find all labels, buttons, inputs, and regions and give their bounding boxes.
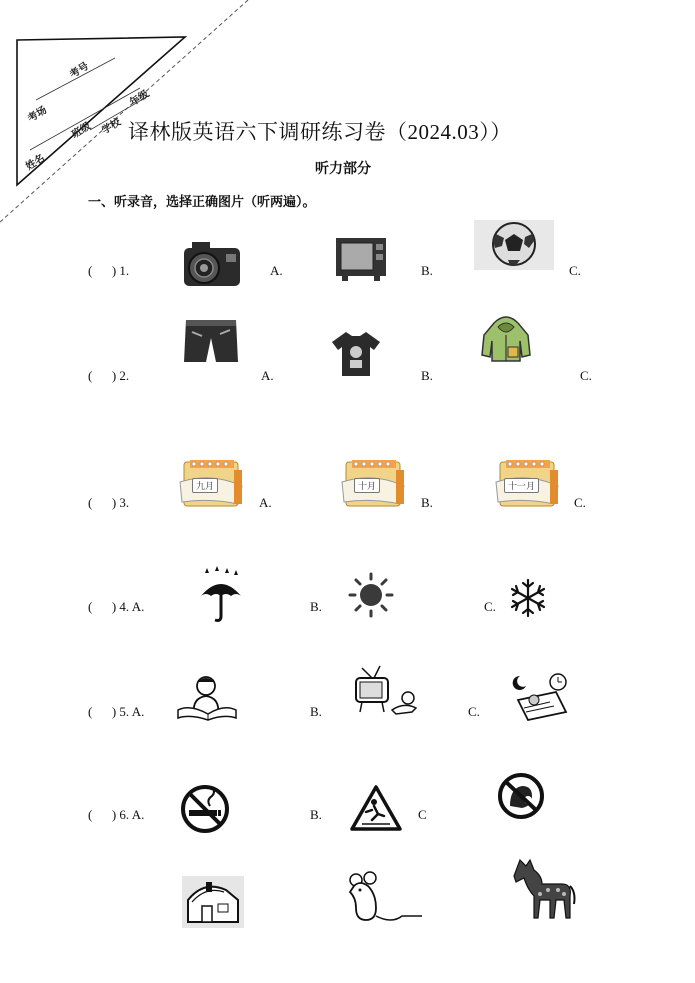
margin-stamp-exam-room: 考场 [26,104,49,125]
house-icon [182,874,244,928]
question-2-option-b[interactable]: B. [421,368,433,383]
calendar-october-icon [338,458,408,508]
page-title: 译林版英语六下调研练习卷（2024.03）） [128,120,512,144]
sun-icon [348,572,394,618]
question-5-label: ( ) 5. A. [88,704,145,719]
question-6-label: ( ) 6. A. [88,807,145,822]
margin-stamp-exam-number: 考号 [68,60,91,81]
horse-icon [512,856,578,922]
question-1-label: ( ) 1. [88,263,130,278]
sleeping-clock-icon [510,672,572,724]
calendar-october-label: 十月 [354,478,380,493]
camera-icon [182,238,244,290]
margin-stamp-name: 姓名 [24,152,47,173]
question-1-option-b[interactable]: B. [421,263,433,278]
question-5-option-b[interactable]: B. [310,704,322,719]
calendar-november-label: 十一月 [504,478,539,493]
margin-stamp-class: 班级 [70,120,93,141]
calendar-november-icon [492,458,562,508]
hoodie-icon [480,315,532,363]
watching-tv-icon [352,664,424,718]
mouse-icon [346,870,424,926]
question-2-option-a[interactable]: A. [261,368,274,383]
question-6-option-b[interactable]: B. [310,807,322,822]
question-2-label: ( ) 2. [88,368,130,383]
calendar-september-icon [176,458,246,508]
margin-stamp-school: 学校 [100,116,123,137]
question-3-label: ( ) 3. [88,495,130,510]
t-shirt-icon [330,330,382,378]
question-3-option-c[interactable]: C. [574,495,586,510]
calendar-september-label: 九月 [192,478,218,493]
shorts-icon [182,316,240,366]
question-6-option-c[interactable]: C [418,807,427,822]
margin-stamp-grade: 年级 [128,88,151,109]
no-smoking-icon [180,784,230,834]
no-eating-icon [496,772,546,820]
snowflake-icon [508,578,548,618]
question-3-option-a[interactable]: A. [259,495,272,510]
question-1-option-a[interactable]: A. [270,263,283,278]
question-2-option-c[interactable]: C. [580,368,592,383]
instruction-text: 一、听录音，选择正确图片（听两遍）。 [88,195,316,210]
caution-slippery-icon [350,784,402,832]
question-4-option-c[interactable]: C. [484,599,496,614]
football-icon [474,220,554,270]
question-4-label: ( ) 4. A. [88,599,145,614]
television-icon [334,236,390,282]
section-title: 听力部分 [315,161,371,177]
umbrella-rain-icon [198,566,244,624]
question-1-option-c[interactable]: C. [569,263,581,278]
question-5-option-c[interactable]: C. [468,704,480,719]
question-4-option-b[interactable]: B. [310,599,322,614]
question-3-option-b[interactable]: B. [421,495,433,510]
man-reading-icon [174,674,240,726]
